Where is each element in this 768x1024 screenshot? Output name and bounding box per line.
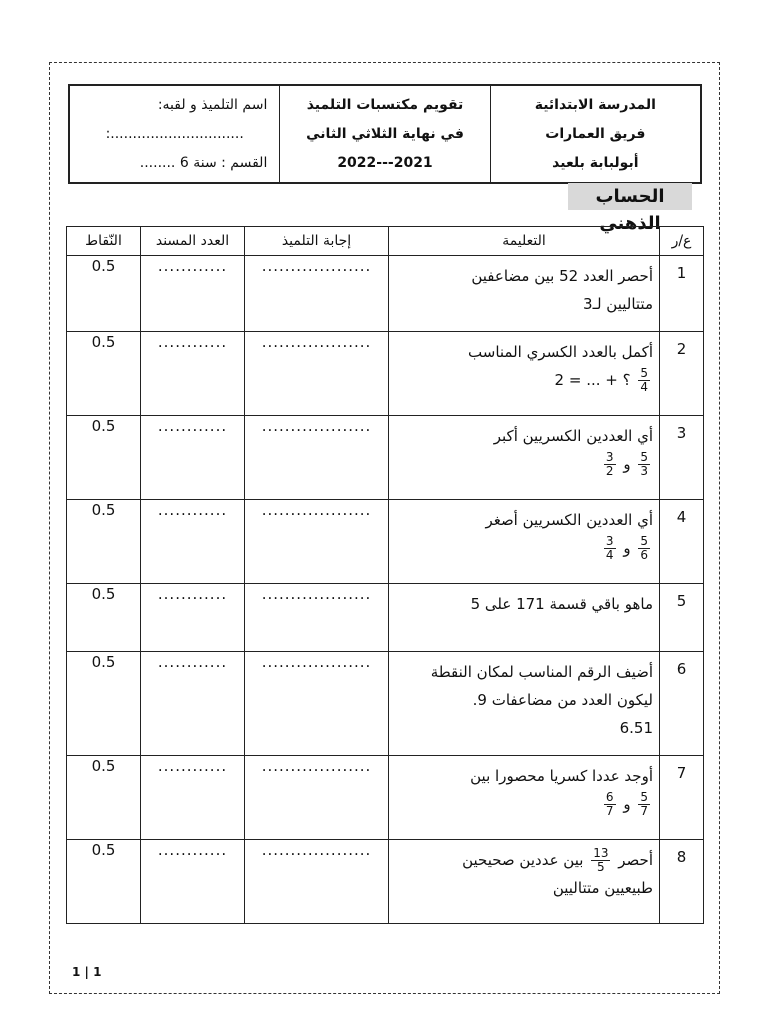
assigned-score[interactable]: ............: [141, 332, 245, 416]
instruction-line: أضيف الرقم المناسب لمكان النقطة: [430, 663, 653, 681]
instruction-line: بين عددين صحيحين: [462, 851, 584, 869]
fraction: $\frac{5}{4}$: [640, 366, 648, 394]
assigned-score[interactable]: ............: [141, 256, 245, 332]
points-value: 0.5: [67, 256, 141, 332]
instruction-line: متتاليين لـ3: [583, 295, 653, 313]
table-row: [67, 652, 704, 756]
school-info: [490, 86, 700, 182]
table-row: [67, 416, 704, 500]
header-box: [68, 84, 702, 184]
instruction-line: ماهو باقي قسمة 171 على 5: [470, 595, 653, 613]
student-name-label: اسم التلميذ و لقبه:: [157, 97, 268, 113]
student-info: [70, 86, 279, 182]
fraction: $\frac{5}{6}$: [640, 534, 648, 562]
assigned-score[interactable]: ............: [141, 416, 245, 500]
fraction: $\frac{5}{3}$: [640, 450, 648, 478]
page-number: 1 | 1: [72, 965, 102, 979]
col-instruction: التعليمة: [389, 227, 660, 256]
instruction-line: طبيعيين متتاليين: [552, 879, 653, 897]
student-name-field[interactable]: ..............................:: [105, 126, 244, 142]
row-number: 8: [660, 840, 704, 924]
fraction: $\frac{3}{2}$: [605, 450, 614, 478]
school-team: فريق العمارات: [545, 126, 646, 142]
instruction-line: أي العددين الكسريين أصغر: [485, 511, 653, 529]
assigned-score[interactable]: ............: [141, 840, 245, 924]
row-number: 3: [660, 416, 704, 500]
table-row: [67, 500, 704, 584]
table-row: [67, 256, 704, 332]
assigned-score[interactable]: ............: [141, 652, 245, 756]
answer-field[interactable]: ...................: [245, 256, 389, 332]
eval-title: تقويم مكتسبات التلميذ: [306, 97, 464, 113]
row-instruction: [389, 500, 660, 584]
school-name: المدرسة الابتدائية: [534, 97, 656, 113]
answer-field[interactable]: ...................: [245, 332, 389, 416]
eval-year: 2022---2021: [337, 155, 433, 171]
col-points: النّقاط: [67, 227, 141, 256]
row-instruction: [389, 652, 660, 756]
points-value: 0.5: [67, 416, 141, 500]
assigned-score[interactable]: ............: [141, 756, 245, 840]
points-value: 0.5: [67, 652, 141, 756]
instruction-line: ليكون العدد من مضاعفات 9.: [472, 691, 653, 709]
assigned-score[interactable]: ............: [141, 584, 245, 652]
points-value: 0.5: [67, 500, 141, 584]
instruction-number: 6.51: [619, 719, 653, 737]
instruction-line: أوجد عددا كسريا محصورا بين: [470, 767, 653, 785]
instruction-fractions: $\frac{5}{7}$ و $\frac{6}{7}$: [605, 790, 648, 818]
row-instruction: [389, 584, 660, 652]
table-header-row: [67, 227, 704, 256]
eval-term: في نهاية الثلاثي الثاني: [306, 126, 464, 142]
col-answer: إجابة التلميذ: [245, 227, 389, 256]
table-row: [67, 840, 704, 924]
row-number: 6: [660, 652, 704, 756]
expression-text: ؟ + ... = 2: [554, 371, 631, 389]
answer-field[interactable]: ...................: [245, 756, 389, 840]
row-number: 2: [660, 332, 704, 416]
row-number: 1: [660, 256, 704, 332]
section-title: الحساب الذهني: [568, 183, 692, 210]
instruction-line: أي العددين الكسريين أكبر: [493, 427, 653, 445]
points-value: 0.5: [67, 332, 141, 416]
row-number: 7: [660, 756, 704, 840]
answer-field[interactable]: ...................: [245, 652, 389, 756]
table-row: [67, 332, 704, 416]
row-instruction: [389, 332, 660, 416]
fraction: $\frac{3}{4}$: [605, 534, 614, 562]
row-instruction: [389, 756, 660, 840]
fraction: $\frac{13}{5}$: [593, 846, 609, 874]
student-class-label: القسم : سنة 6 ........: [139, 155, 268, 171]
col-assigned: العدد المسند: [141, 227, 245, 256]
assigned-score[interactable]: ............: [141, 500, 245, 584]
answer-field[interactable]: ...................: [245, 584, 389, 652]
answer-field[interactable]: ...................: [245, 840, 389, 924]
row-number: 4: [660, 500, 704, 584]
answer-field[interactable]: ...................: [245, 500, 389, 584]
instruction-lead: أحصر: [618, 851, 653, 869]
fraction: $\frac{5}{7}$: [640, 790, 648, 818]
questions-table: [66, 226, 704, 924]
answer-field[interactable]: ...................: [245, 416, 389, 500]
col-num: ع/ر: [660, 227, 704, 256]
fraction: $\frac{6}{7}$: [605, 790, 614, 818]
table-row: [67, 584, 704, 652]
school-director: أبولبابة بلعيد: [552, 155, 639, 171]
points-value: 0.5: [67, 840, 141, 924]
row-instruction: [389, 256, 660, 332]
points-value: 0.5: [67, 584, 141, 652]
instruction-line: أكمل بالعدد الكسري المناسب: [468, 343, 653, 361]
instruction-fractions: $\frac{5}{3}$ و $\frac{3}{2}$: [605, 450, 648, 478]
points-value: 0.5: [67, 756, 141, 840]
row-instruction: [389, 840, 660, 924]
instruction-fractions: $\frac{5}{6}$ و $\frac{3}{4}$: [605, 534, 648, 562]
row-number: 5: [660, 584, 704, 652]
instruction-expression: [395, 366, 653, 394]
row-instruction: [389, 416, 660, 500]
evaluation-info: [279, 86, 489, 182]
instruction-line: أحصر العدد 52 بين مضاعفين: [471, 267, 653, 285]
instruction-expression: [395, 846, 653, 874]
table-row: [67, 756, 704, 840]
